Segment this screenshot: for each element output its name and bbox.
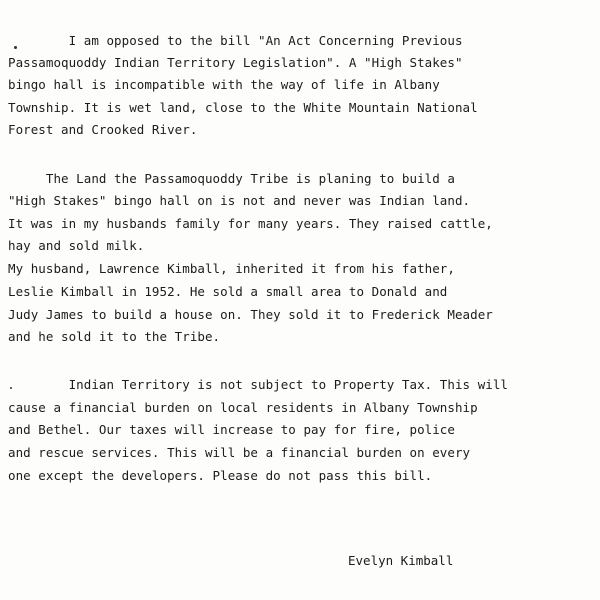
- paragraph-1-line-1: I am opposed to the bill "An Act Concerning Previous: [8, 33, 463, 48]
- paragraph-1-line-4: Township. It is wet land, close to the White Mountain National: [8, 100, 478, 115]
- paragraph-1-line-3: bingo hall is incompatible with the way of life in Albany: [8, 77, 440, 92]
- paragraph-2-line-5: My husband, Lawrence Kimball, inherited it from his father,: [8, 261, 455, 276]
- paragraph-1-line-5: Forest and Crooked River.: [8, 122, 198, 137]
- paragraph-2-line-1: The Land the Passamoquoddy Tribe is planing to build a: [8, 171, 455, 186]
- paragraph-2-line-3: It was in my husbands family for many years. They raised cattle,: [8, 216, 493, 231]
- paragraph-3-line-4: and rescue services. This will be a financial burden on every: [8, 445, 471, 460]
- paragraph-2-line-7: Judy James to build a house on. They sold it to Frederick Meader: [8, 307, 493, 322]
- paragraph-3-line-5: one except the developers. Please do not pass this bill.: [8, 468, 433, 483]
- paragraph-2-line-4: hay and sold milk.: [8, 238, 145, 253]
- paragraph-2-line-6: Leslie Kimball in 1952. He sold a small area to Donald and: [8, 284, 448, 299]
- paragraph-2-line-8: and he sold it to the Tribe.: [8, 329, 221, 344]
- paragraph-2-line-2: "High Stakes" bingo hall on is not and never was Indian land.: [8, 193, 471, 208]
- paragraph-1-line-2: Passamoquoddy Indian Territory Legislation". A "High Stakes": [8, 55, 463, 70]
- paragraph-3-line-1: Indian Territory is not subject to Property Tax. This will: [8, 377, 508, 392]
- paragraph-3-line-3: and Bethel. Our taxes will increase to pay for fire, police: [8, 422, 455, 437]
- signature-name: Evelyn Kimball: [348, 553, 454, 568]
- paragraph-3-line-2: cause a financial burden on local residents in Albany Township: [8, 400, 478, 415]
